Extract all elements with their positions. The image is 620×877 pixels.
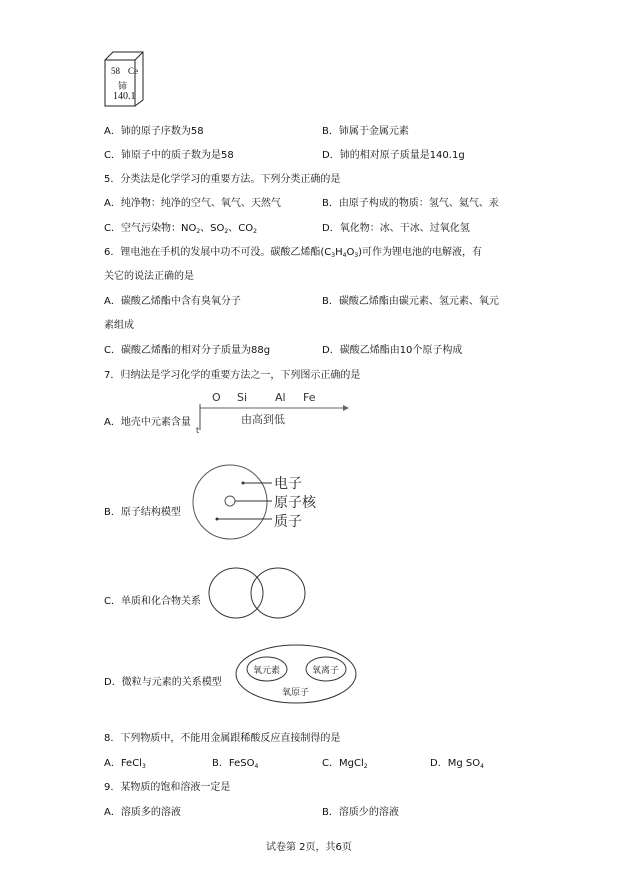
q7-d-particle-model — [234, 642, 360, 706]
q7-a-axis-diagram — [195, 386, 350, 434]
atom-nucleus — [225, 496, 235, 506]
axis-mark: t — [196, 426, 200, 434]
q9-option-a: A．溶质多的溶液 — [104, 807, 181, 818]
label-proton: 质子 — [274, 514, 302, 530]
q7-option-d: D．微粒与元素的关系模型 — [104, 677, 222, 688]
element-name: 铈 — [118, 82, 128, 92]
element-symbol: Ce — [128, 66, 138, 76]
q6-stem: 6．锂电池在手机的发展中功不可没。碳酸乙烯酯$(C_3H_4O_3)$可作为锂电池的电解液，有 — [104, 247, 483, 259]
q6-option-b: B．碳酸乙烯酯由碳元素、氢元素、氧元 — [322, 296, 499, 307]
q5-option-b: B．由原子构成的物质：氢气、氦气、汞 — [322, 198, 499, 209]
axis-element-o: O — [212, 391, 221, 404]
q5-option-c: C．空气污染物：$NO_2$、$SO_2$、$CO_2$ — [104, 223, 257, 235]
label-oxygen-element: 氧元素 — [253, 666, 281, 676]
page-footer: 试卷第 2页，共6页 — [266, 842, 352, 853]
q5-stem: 5．分类法是化学学习的重要方法。下列分类正确的是 — [104, 174, 341, 185]
q7-c-venn-diagram — [208, 566, 308, 620]
label-electron: 电子 — [274, 476, 302, 492]
axis-element-fe: Fe — [303, 391, 316, 404]
q8-option-b: B．FeSO$_4$ — [212, 758, 259, 770]
q6-stem-cont: 关它的说法正确的是 — [104, 271, 194, 282]
q9-stem: 9．某物质的饱和溶液一定是 — [104, 782, 231, 793]
q8-stem: 8．下列物质中，不能用金属跟稀酸反应直接制得的是 — [104, 733, 341, 744]
q5-option-a: A．纯净物：纯净的空气、氧气、天然气 — [104, 198, 281, 209]
label-oxygen-ion: 氧离子 — [312, 666, 340, 676]
label-nucleus: 原子核 — [274, 495, 316, 511]
venn-circle-elements — [209, 568, 263, 618]
q6-option-a: A．碳酸乙烯酯中含有臭氧分子 — [104, 296, 241, 307]
q4-option-d: D．铈的相对原子质量是140.1g — [322, 150, 465, 161]
q7-b-atom-model — [190, 462, 330, 544]
venn-circle-compounds — [251, 568, 305, 618]
label-oxygen-atom: 氧原子 — [282, 688, 310, 698]
atom-outer-circle — [193, 465, 267, 539]
q8-option-d: D．Mg $SO_4$ — [430, 758, 484, 770]
q4-option-b: B．铈属于金属元素 — [322, 126, 409, 137]
q5-option-d: D．氧化物：冰、干冰、过氧化氢 — [322, 223, 470, 234]
q8-option-a: A．FeCl$_3$ — [104, 758, 146, 770]
q4-option-c: C．铈原子中的质子数为是58 — [104, 150, 234, 161]
q9-option-b: B．溶质少的溶液 — [322, 807, 399, 818]
atomic-mass: 140.1 — [113, 91, 136, 102]
q6-option-d: D．碳酸乙烯酯由10个原子构成 — [322, 345, 463, 356]
axis-label: 由高到低 — [241, 413, 285, 426]
axis-element-al: Al — [275, 391, 286, 404]
q7-option-c: C．单质和化合物关系 — [104, 596, 201, 607]
q6-option-b-cont: 素组成 — [104, 320, 134, 331]
q8-option-c: C．MgCl$_2$ — [322, 758, 368, 770]
q7-option-a: A．地壳中元素含量 — [104, 417, 191, 428]
q6-option-c: C．碳酸乙烯酯的相对分子质量为88g — [104, 345, 271, 356]
q7-option-b: B．原子结构模型 — [104, 507, 181, 518]
axis-arrow — [343, 405, 349, 411]
element-card — [103, 48, 145, 106]
atomic-number: 58 — [111, 66, 120, 76]
q4-option-a: A．铈的原子序数为58 — [104, 126, 204, 137]
axis-element-si: Si — [237, 391, 248, 404]
q7-stem: 7．归纳法是学习化学的重要方法之一，下列图示正确的是 — [104, 370, 361, 381]
